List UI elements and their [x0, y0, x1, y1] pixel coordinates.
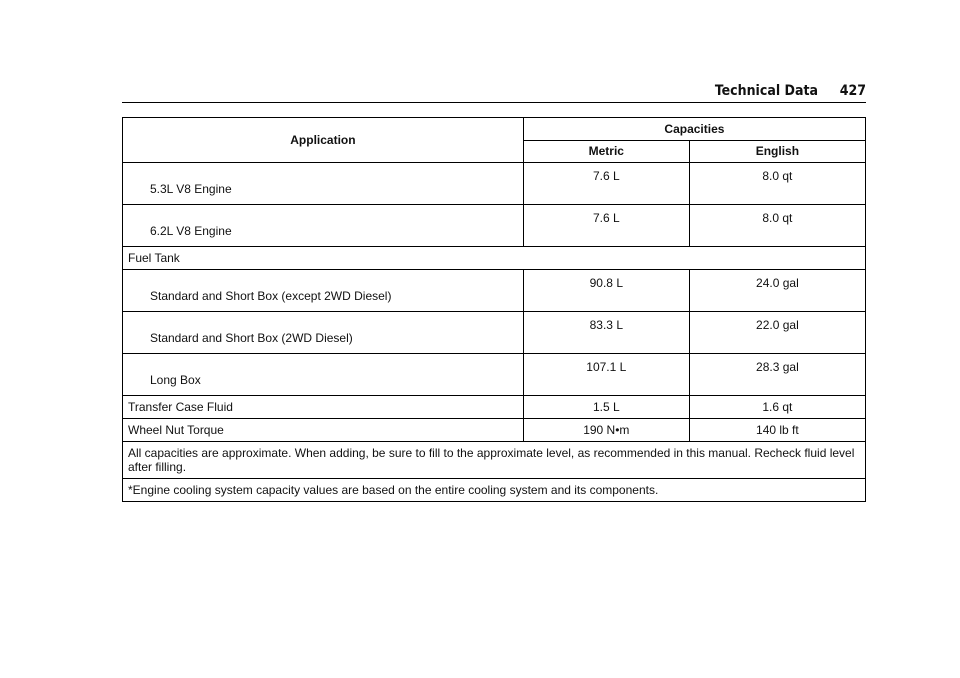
page-header — [122, 80, 866, 103]
table-section-row — [123, 247, 866, 270]
row-metric: 83.3 L — [589, 318, 623, 332]
section-title: Technical Data — [714, 83, 818, 99]
table-row — [123, 419, 866, 442]
note-cooling: *Engine cooling system capacity values are based on the entire cooling system and its components. — [123, 479, 866, 502]
row-application: Standard and Short Box (2WD Diesel) — [150, 331, 353, 345]
note-approximate: All capacities are approximate. When adding, be sure to fill to the approximate level, as recommended in this manual. Recheck fluid level after filling. — [123, 442, 866, 479]
table-row — [123, 270, 866, 312]
row-english: 8.0 qt — [762, 211, 793, 225]
row-application: Long Box — [150, 373, 201, 387]
row-metric: 107.1 L — [586, 360, 627, 374]
table-header-row — [123, 118, 866, 141]
row-english: 8.0 qt — [762, 169, 793, 183]
table-note-row — [123, 479, 866, 502]
row-metric: 7.6 L — [592, 211, 620, 225]
section-label: Fuel Tank — [123, 247, 866, 270]
row-metric: 1.5 L — [523, 396, 689, 419]
row-metric: 190 N•m — [523, 419, 689, 442]
table-row — [123, 312, 866, 354]
table-row — [123, 163, 866, 205]
row-application: Transfer Case Fluid — [123, 396, 524, 419]
row-application: 6.2L V8 Engine — [150, 224, 232, 238]
row-english: 22.0 gal — [756, 318, 799, 332]
row-metric: 7.6 L — [592, 169, 620, 183]
row-english: 140 lb ft — [689, 419, 865, 442]
table-row — [123, 205, 866, 247]
row-application: Standard and Short Box (except 2WD Diesel) — [150, 289, 392, 303]
table-row — [123, 354, 866, 396]
row-english: 1.6 qt — [689, 396, 865, 419]
row-english: 28.3 gal — [756, 360, 799, 374]
row-application: 5.3L V8 Engine — [150, 182, 232, 196]
header-capacities: Capacities — [523, 118, 865, 141]
capacities-table — [122, 117, 866, 502]
row-application: Wheel Nut Torque — [123, 419, 524, 442]
table-note-row — [123, 442, 866, 479]
row-english: 24.0 gal — [756, 276, 799, 290]
row-metric: 90.8 L — [589, 276, 623, 290]
table-row — [123, 396, 866, 419]
header-metric: Metric — [523, 140, 689, 163]
header-english: English — [689, 140, 865, 163]
header-application: Application — [123, 118, 524, 163]
page-number: 427 — [839, 83, 866, 99]
